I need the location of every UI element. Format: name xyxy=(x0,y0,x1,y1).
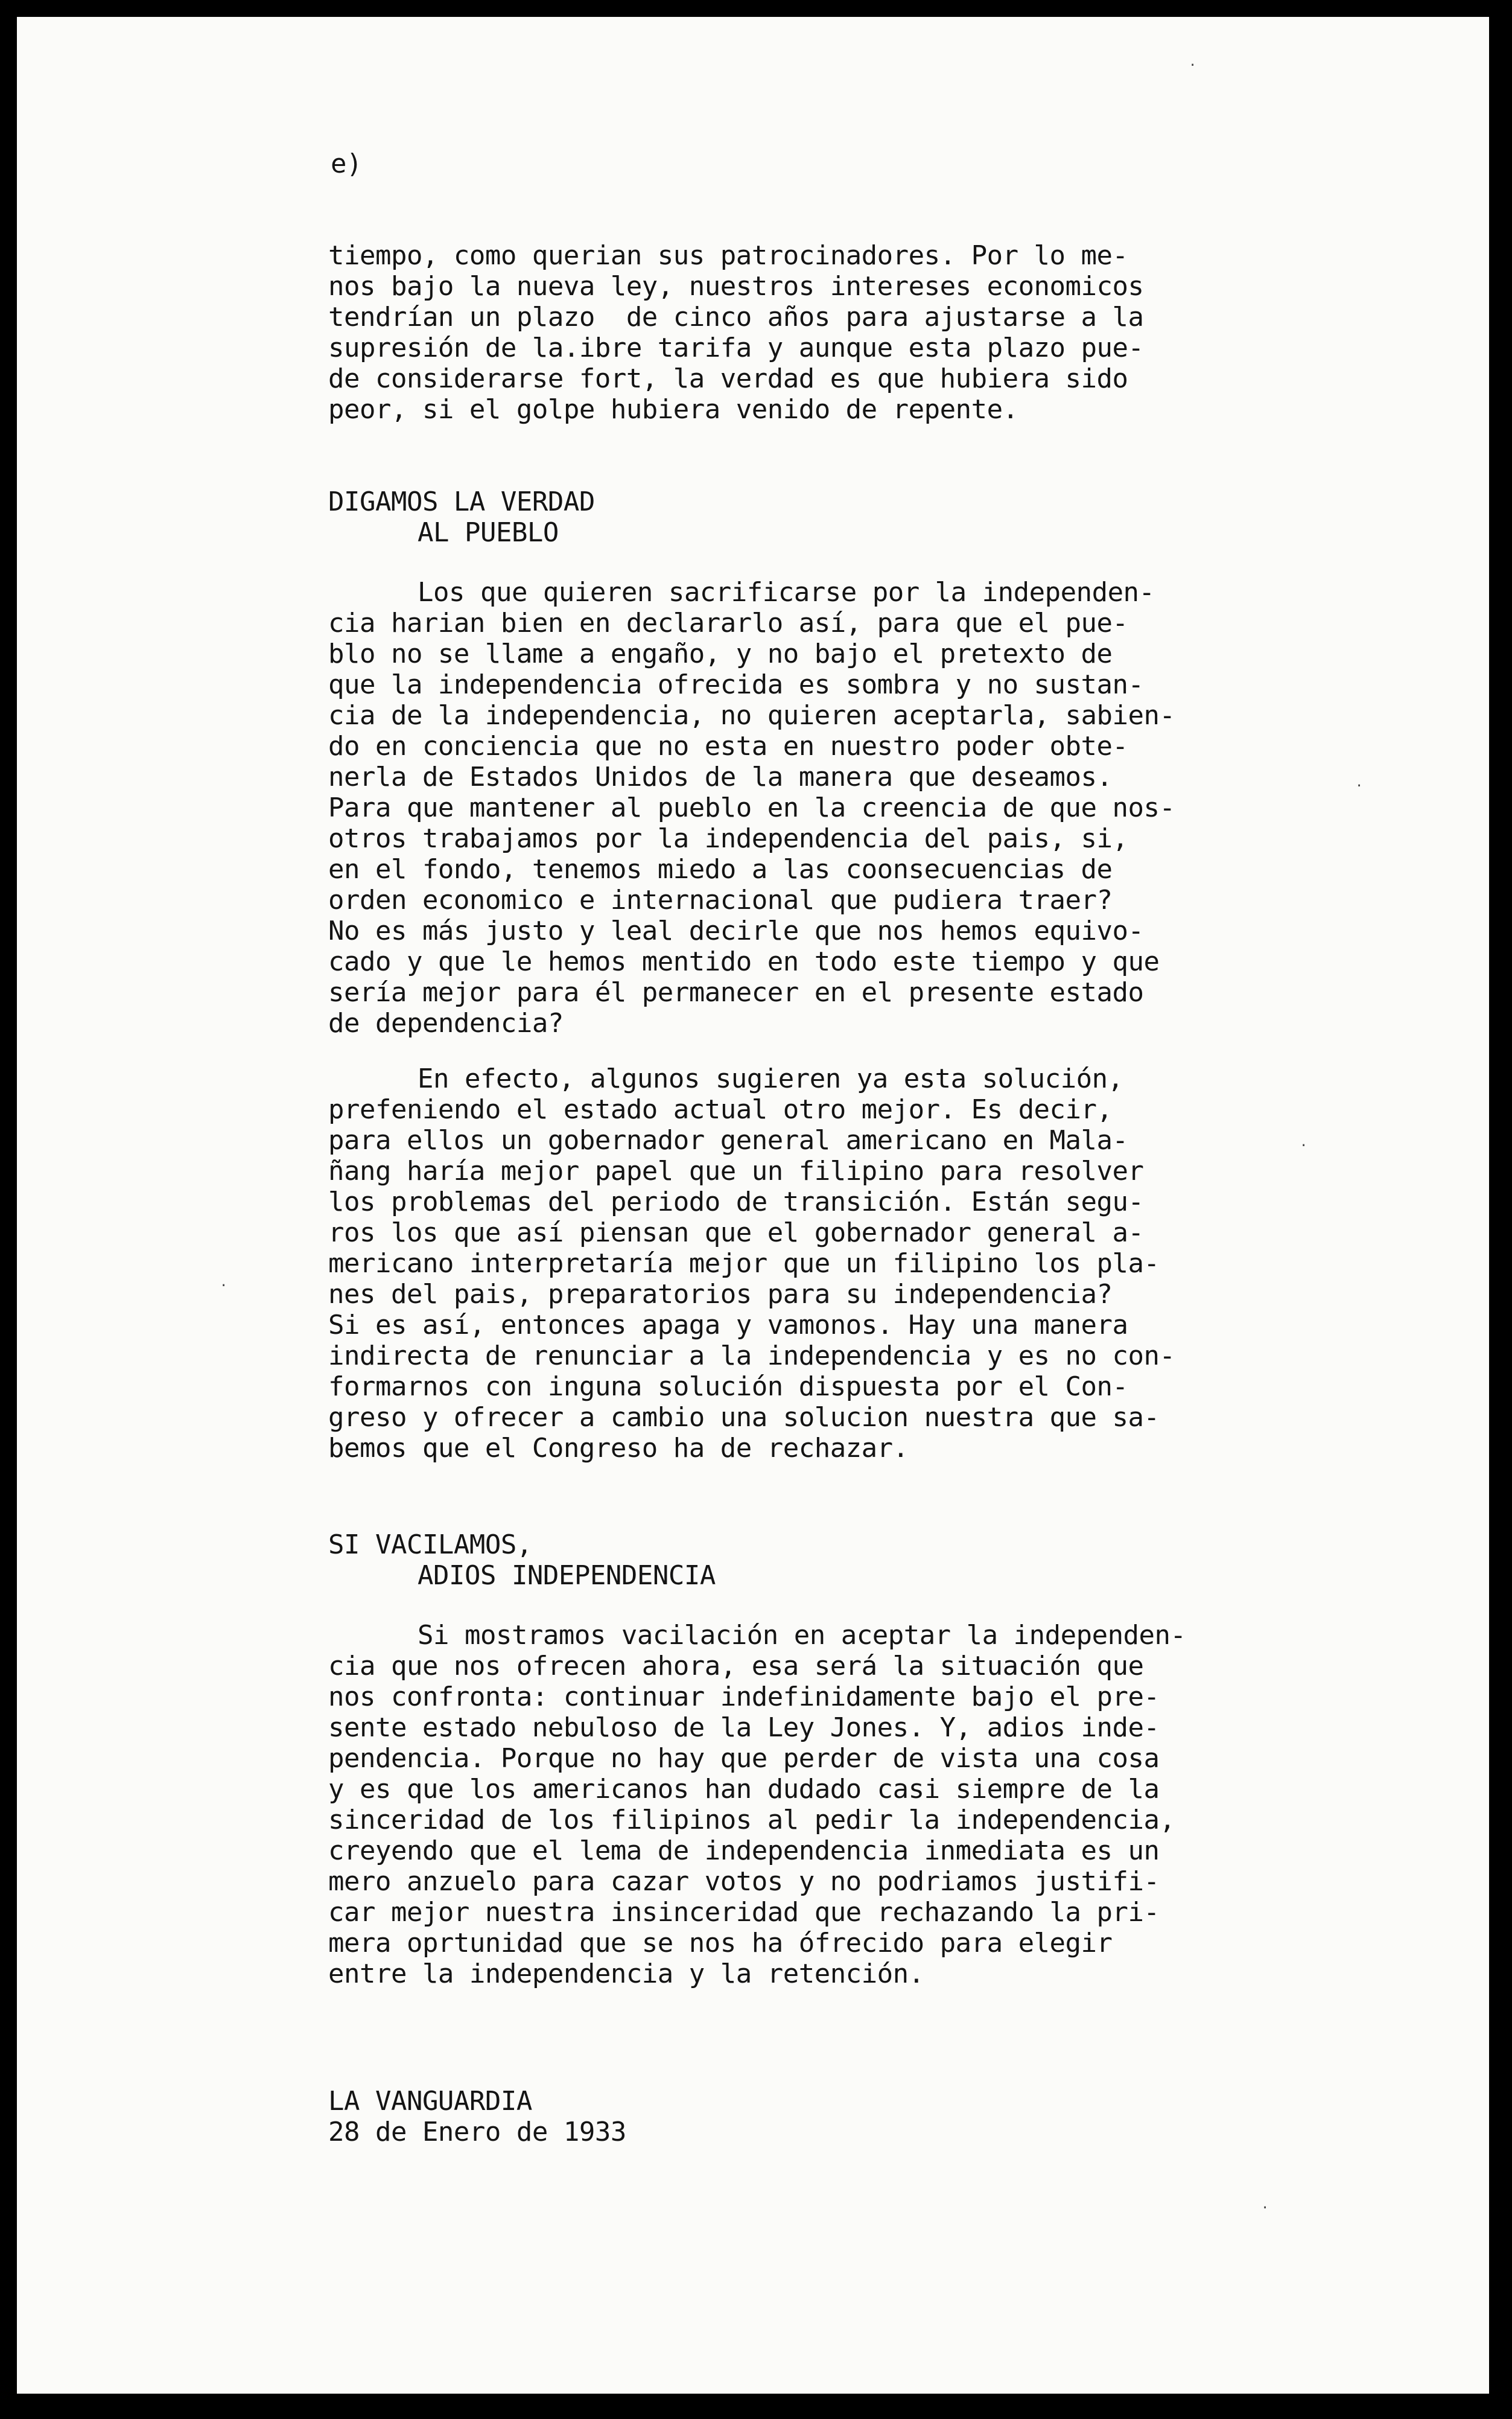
text-line: formarnos con inguna solución dispuesta por el Con- xyxy=(328,1371,1128,1402)
text-line: sería mejor para él permanecer en el presente estado xyxy=(328,977,1144,1008)
text-line: orden economico e internacional que pudiera traer? xyxy=(328,885,1113,916)
signature-date: 28 de Enero de 1933 xyxy=(328,2117,626,2147)
text-line: sinceridad de los filipinos al pedir la independencia, xyxy=(328,1805,1175,1835)
heading-digamos-la-verdad: DIGAMOS LA VERDAD xyxy=(328,486,595,517)
page-label: e) xyxy=(331,148,362,179)
speck-mark: · xyxy=(1355,779,1364,794)
text-line: mero anzuelo para cazar votos y no podriamos justifi- xyxy=(328,1866,1160,1897)
speck-mark: · xyxy=(1261,2201,1269,2216)
text-line: cia harian bien en declararlo así, para que el pue- xyxy=(328,608,1128,639)
text-line: los problemas del periodo de transición. Están segu- xyxy=(328,1187,1144,1217)
text-line: greso y ofrecer a cambio una solucion nuestra que sa- xyxy=(328,1402,1160,1433)
text-line: Si es así, entonces apaga y vamonos. Hay una manera xyxy=(328,1310,1128,1340)
speck-mark: · xyxy=(1300,1138,1308,1153)
text-line: otros trabajamos por la independencia del pais, si, xyxy=(328,823,1128,854)
document-page xyxy=(17,17,1489,2394)
text-line: entre la independencia y la retención. xyxy=(328,1958,924,1989)
text-line: En efecto, algunos sugieren ya esta solución, xyxy=(418,1063,1123,1094)
heading-adios-independencia: ADIOS INDEPENDENCIA xyxy=(418,1560,716,1591)
text-line: peor, si el golpe hubiera venido de repente. xyxy=(328,394,1018,425)
text-line: para ellos un gobernador general americano en Mala- xyxy=(328,1125,1128,1156)
text-line: supresión de la.ibre tarifa y aunque esta plazo pue- xyxy=(328,333,1144,363)
text-line: de dependencia? xyxy=(328,1008,564,1039)
text-line: ñang haría mejor papel que un filipino para resolver xyxy=(328,1156,1144,1187)
intro-paragraph xyxy=(328,240,1144,425)
text-line: tendrían un plazo de cinco años para ajustarse a la xyxy=(328,302,1144,333)
text-line: blo no se llame a engaño, y no bajo el pretexto de xyxy=(328,639,1113,669)
text-line: pendencia. Porque no hay que perder de vista una cosa xyxy=(328,1743,1160,1774)
text-line: Los que quieren sacrificarse por la independen- xyxy=(418,577,1155,608)
text-line: creyendo que el lema de independencia inmediata es un xyxy=(328,1835,1160,1866)
text-line: do en conciencia que no esta en nuestro poder obte- xyxy=(328,731,1128,762)
text-line: mera oprtunidad que se nos ha ófrecido para elegir xyxy=(328,1928,1113,1958)
text-line: y es que los americanos han dudado casi siempre de la xyxy=(328,1774,1160,1805)
text-line: nes del pais, preparatorios para su independencia? xyxy=(328,1279,1113,1310)
text-line: tiempo, como querian sus patrocinadores. Por lo me- xyxy=(328,240,1128,271)
text-line: indirecta de renunciar a la independencia y es no con- xyxy=(328,1340,1175,1371)
heading-si-vacilamos: SI VACILAMOS, xyxy=(328,1529,532,1560)
text-line: No es más justo y leal decirle que nos hemos equivo- xyxy=(328,916,1144,946)
paragraph-si-mostramos xyxy=(328,1620,1186,1989)
text-line: nos bajo la nueva ley, nuestros intereses economicos xyxy=(328,271,1144,302)
text-line: bemos que el Congreso ha de rechazar. xyxy=(328,1433,909,1464)
text-line: Para que mantener al pueblo en la creencia de que nos- xyxy=(328,792,1175,823)
text-line: Si mostramos vacilación en aceptar la independen- xyxy=(418,1620,1186,1651)
text-line: en el fondo, tenemos miedo a las coonsecuencias de xyxy=(328,854,1113,885)
text-line: que la independencia ofrecida es sombra y no sustan- xyxy=(328,669,1144,700)
text-line: nos confronta: continuar indefinidamente bajo el pre- xyxy=(328,1681,1160,1712)
speck-mark: · xyxy=(1189,58,1197,73)
text-line: mericano interpretaría mejor que un filipino los pla- xyxy=(328,1248,1160,1279)
heading-al-pueblo: AL PUEBLO xyxy=(418,517,559,548)
paragraph-sacrificarse xyxy=(328,577,1175,1039)
text-line: cado y que le hemos mentido en todo este tiempo y que xyxy=(328,946,1160,977)
paragraph-en-efecto xyxy=(328,1063,1175,1464)
signature-newspaper: LA VANGUARDIA xyxy=(328,2086,532,2117)
text-line: sente estado nebuloso de la Ley Jones. Y, adios inde- xyxy=(328,1712,1160,1743)
speck-mark: · xyxy=(220,1278,228,1293)
text-line: cia que nos ofrecen ahora, esa será la situación que xyxy=(328,1651,1144,1681)
text-line: ros los que así piensan que el gobernador general a- xyxy=(328,1217,1144,1248)
text-line: cia de la independencia, no quieren aceptarla, sabien- xyxy=(328,700,1175,731)
text-line: nerla de Estados Unidos de la manera que deseamos. xyxy=(328,762,1113,792)
text-line: car mejor nuestra insinceridad que rechazando la pri- xyxy=(328,1897,1160,1928)
text-line: prefeniendo el estado actual otro mejor. Es decir, xyxy=(328,1094,1113,1125)
text-line: de considerarse fort, la verdad es que hubiera sido xyxy=(328,363,1128,394)
